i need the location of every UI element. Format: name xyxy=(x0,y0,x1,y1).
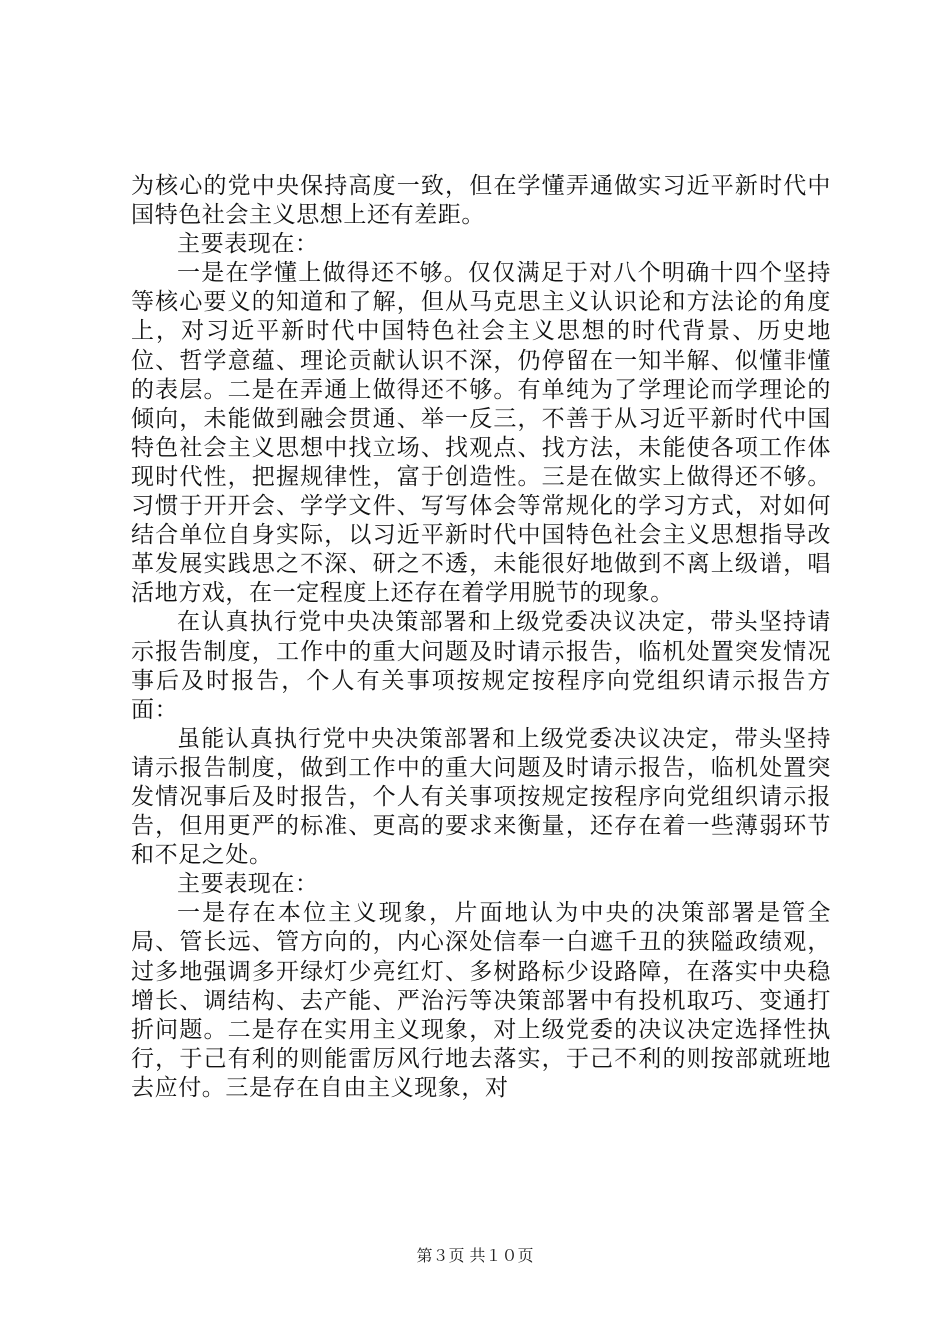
document-body xyxy=(131,172,831,1103)
paragraph-continuation: 为核心的党中央保持高度一致，但在学懂弄通做实习近平新时代中国特色社会主义思想上还有差距。 xyxy=(131,173,831,229)
paragraph-section-intro: 在认真执行党中央决策部署和上级党委决议决定，带头坚持请示报告制度，工作中的重大问题及时请示报告，临机处置突发情况事后及时报告，个人有关事项按规定按程序向党组织请示报告方面： xyxy=(131,609,831,723)
paragraph-heading-main-manifestation-2: 主要表现在： xyxy=(177,871,319,898)
paragraph-heading-main-manifestation: 主要表现在： xyxy=(177,231,319,258)
page-number-footer: 第３页 共１０页 xyxy=(416,1246,534,1265)
paragraph-section-assessment: 虽能认真执行党中央决策部署和上级党委决议决定，带头坚持请示报告制度，做到工作中的重大问题及时请示报告，临机处置突发情况事后及时报告，个人有关事项按规定按程序向党组织请示报告，但用更严的标准、更高的要求来衡量，还存在着一些薄弱环节和不足之处。 xyxy=(131,725,831,869)
paragraph-study-issues: 一是在学懂上做得还不够。仅仅满足于对八个明确十四个坚持等核心要义的知道和了解，但从马克思主义认识论和方法论的角度上，对习近平新时代中国特色社会主义思想的时代背景、历史地位、哲学意蕴、理论贡献认识不深，仍停留在一知半解、似懂非懂的表层。二是在弄通上做得还不够。有单纯为了学理论而学理论的倾向，未能做到融会贯通、举一反三，不善于从习近平新时代中国特色社会主义思想中找立场、找观点、找方法，未能使各项工作体现时代性，把握规律性，富于创造性。三是在做实上做得还不够。习惯于开开会、学学文件、写写体会等常规化的学习方式，对如何结合单位自身实际，以习近平新时代中国特色社会主义思想指导改革发展实践思之不深、研之不透，未能很好地做到不离上级谱，唱活地方戏，在一定程度上还存在着学用脱节的现象。 xyxy=(131,260,831,607)
paragraph-problems-list: 一是存在本位主义现象，片面地认为中央的决策部署是管全局、管长远、管方向的，内心深处信奉一白遮千丑的狭隘政绩观，过多地强调多开绿灯少亮红灯、多树路标少设路障，在落实中央稳增长、调结构、去产能、严治污等决策部署中有投机取巧、变通打折问题。二是存在实用主义现象，对上级党委的决议决定选择性执行，于己有利的则能雷厉风行地去落实，于己不利的则按部就班地去应付。三是存在自由主义现象，对 xyxy=(131,900,831,1101)
